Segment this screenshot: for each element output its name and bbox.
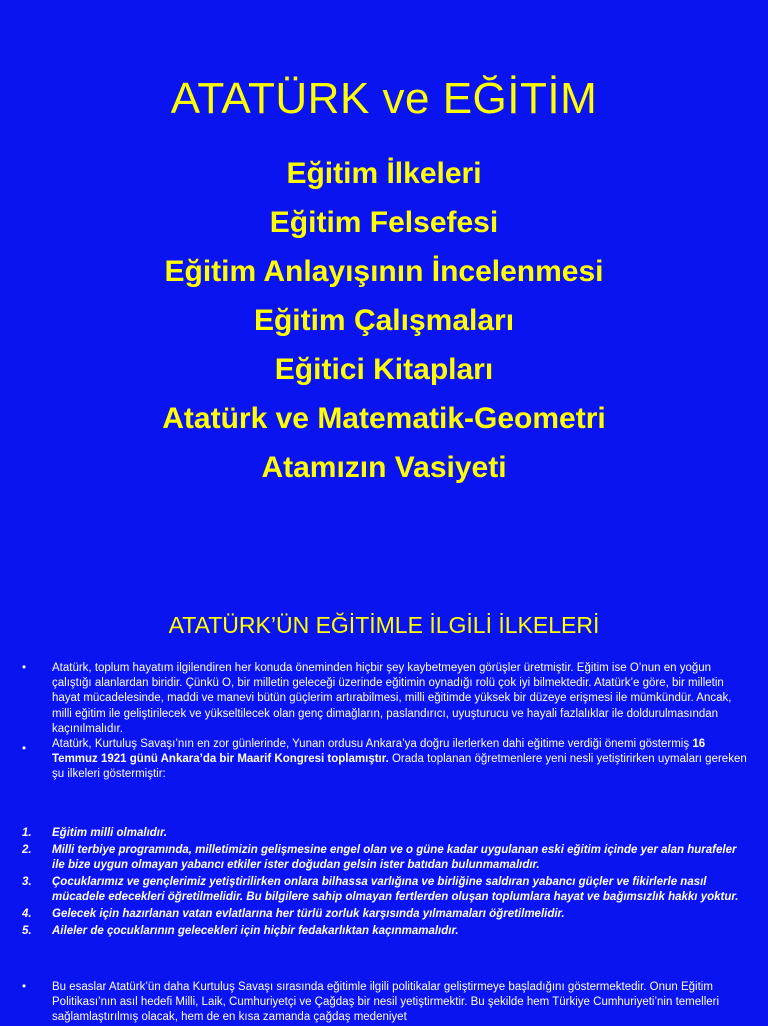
paragraph-text: Atatürk, Kurtuluş Savaşı’nın en zor günlerinde, Yunan ordusu Ankara’ya doğru ilerlerken dahi eğitime verdiği önemi göstermiş xyxy=(52,738,693,751)
principle-number: 2. xyxy=(22,844,32,856)
topic-item: Eğitim Anlayışının İncelenmesi xyxy=(164,255,604,288)
principle-item xyxy=(22,843,748,873)
bullet-paragraph xyxy=(22,661,748,737)
paragraph-text: Atatürk, toplum hayatım ilgilendiren her konuda öneminden hiçbir şey kaybetmeyen görüşler üretmiştir. Eğitim ise O’nun en yoğun çalıştığı alanlardan biridir. Çünkü O, bir milletin geleceği üzerinde eğitimin oynadığı rolü çok iyi bilmektedir. Atatürk’e göre, bir milletin hayat mücadelesinde, maddi ve manevi bütün güçlerim artırabilmesi, milli eğitimde yüksek bir düzeye erişmesi ile mümkündür. Ancak, milli eğitim ile geliştirilecek ve yükseltilecek olan genç dimağların, paslandırıcı, uyuşturucu ve hayali fazlalıklar ile doldurulmasından kaçınılmalıdır. xyxy=(52,662,732,735)
paragraph-bold-text: 16 Temmuz 1921 günü Ankara’da bir Maarif Kongresi toplamıştır. xyxy=(52,738,706,766)
principles-list xyxy=(22,826,748,941)
principle-item xyxy=(22,826,748,841)
topic-list xyxy=(0,152,768,495)
topic-item: Eğitim Çalışmaları xyxy=(253,304,515,337)
paragraph-text: Orada toplanan öğretmenlere yeni nesli yetiştirirken uymaları gereken şu ilkeleri göstermiştir: xyxy=(52,753,747,781)
section-title: ATATÜRK’ÜN EĞİTİMLE İLGİLİ İLKELERİ xyxy=(168,612,600,638)
bullet-marker: • xyxy=(22,743,27,756)
principle-text: Çocuklarımız ve gençlerimiz yetiştirilirken onlara bilhassa varlığına ve birliğine saldıran yabancı güçler ve fikirlerle nasıl mücadele edecekleri öğretilmelidir. Bu bilgilere sahip olmayan fertlerden oluşan toplumlara hayat ve bağımsızlık hakkı yoktur. xyxy=(52,876,739,903)
principle-number: 4. xyxy=(22,908,32,920)
paragraph-text: Bu esaslar Atatürk’ün daha Kurtuluş Savaşı sırasında eğitimle ilgili politikalar geliştirmeye başladığını göstermektedir. Onun Eğitim Politikası’nın asıl hedefi Milli, Laik, Cumhuriyetçi ve Çağdaş bir nesil yetiştirmektir. Bu şekilde hem Türkiye Cumhuriyeti’nin temelleri sağlamlaştırılmış olacak, hem de en kısa zamanda çağdaş medeniyet xyxy=(52,981,720,1024)
topic-item: Eğitici Kitapları xyxy=(274,353,494,386)
principle-item xyxy=(22,875,748,905)
principle-number: 3. xyxy=(22,876,32,888)
bullet-paragraph xyxy=(22,737,748,783)
bullet-list-bottom xyxy=(22,980,748,1026)
principle-number: 5. xyxy=(22,925,32,937)
principle-number: 1. xyxy=(22,827,32,839)
bullet-marker: • xyxy=(22,662,27,674)
topic-item: Atamızın Vasiyeti xyxy=(261,451,507,484)
topic-item: Eğitim İlkeleri xyxy=(286,157,482,190)
principle-item xyxy=(22,924,748,939)
topic-item: Atatürk ve Matematik-Geometri xyxy=(162,402,606,435)
principle-text: Eğitim milli olmalıdır. xyxy=(52,827,168,839)
page-title: ATATÜRK ve EĞİTİM xyxy=(170,74,598,123)
principle-text: Gelecek için hazırlanan vatan evlatlarına her türlü zorluk karşısında yılmamaları öğretilmelidir. xyxy=(52,908,565,920)
bullet-paragraph xyxy=(22,980,748,1026)
principle-text: Milli terbiye programında, milletimizin gelişmesine engel olan ve o güne kadar uygulanan eski eğitim içinde yer alan hurafeler ile bize uygun olmayan yabancı etkiler ister doğudan gelsin ister batıdan bulunmamalıdır. xyxy=(52,844,737,871)
bullet-marker: • xyxy=(22,981,27,993)
principle-text: Aileler de çocuklarının gelecekleri için hiçbir fedakarlıktan kaçınmamalıdır. xyxy=(52,925,459,937)
topic-item: Eğitim Felsefesi xyxy=(269,206,499,239)
principle-item xyxy=(22,907,748,922)
bullet-list xyxy=(22,661,748,788)
